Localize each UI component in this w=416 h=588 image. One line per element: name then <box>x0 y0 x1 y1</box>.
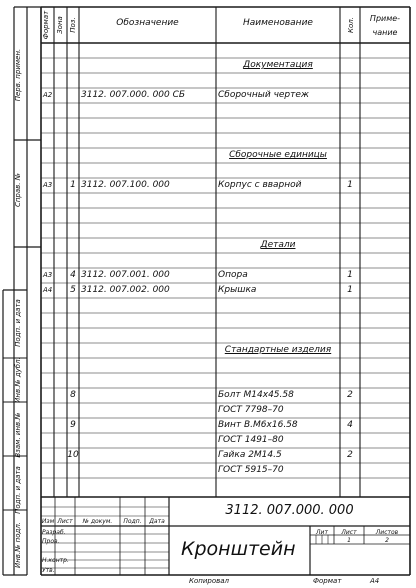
sheets-value: 2 <box>385 537 389 544</box>
row-designation: 3112. 007.001. 000 <box>81 270 170 280</box>
row-qty: 4 <box>347 420 353 430</box>
rev-header-sign: Подп. <box>123 518 142 525</box>
sheets-label: Листов <box>375 529 399 536</box>
header-format: Формат <box>42 10 50 40</box>
row-position: 1 <box>70 180 76 190</box>
row-designation: 3112. 007.002. 000 <box>81 285 170 295</box>
footer-format-label: Формат <box>313 577 342 585</box>
header-position: Поз. <box>69 17 77 33</box>
rev-header-doc-no: № докум. <box>82 518 113 525</box>
margin-inv-orig: Инв.№ подл. <box>14 521 22 569</box>
rev-header-sheet: Лист <box>57 518 73 525</box>
header-qty: Кол. <box>347 17 355 33</box>
row-name: Сборочный чертеж <box>218 90 310 100</box>
row-name: ГОСТ 5915–70 <box>218 465 284 475</box>
row-name: ГОСТ 1491–80 <box>218 435 284 445</box>
row-position: 8 <box>70 390 76 400</box>
row-format: А3 <box>43 271 53 279</box>
role-checker: Пров. <box>42 538 60 545</box>
sheet-label: Лист <box>341 529 357 536</box>
header-note-line2: чание <box>372 28 398 37</box>
section-heading: Документация <box>243 60 313 70</box>
row-name: Опора <box>218 270 248 280</box>
footer-format-value: А4 <box>370 577 380 585</box>
margin-ref-no: Справ. № <box>14 172 22 208</box>
footer-copied: Копировал <box>189 577 229 585</box>
row-name: Крышка <box>218 285 257 295</box>
section-heading: Сборочные единицы <box>229 150 327 160</box>
row-name: Винт В.М6х16.58 <box>218 420 298 430</box>
row-qty: 1 <box>347 180 353 190</box>
header-designation: Обозначение <box>116 18 179 28</box>
role-developer: Разраб. <box>42 529 66 536</box>
role-approved: Утв. <box>42 567 55 574</box>
row-position: 5 <box>70 285 76 295</box>
row-position: 4 <box>70 270 76 280</box>
row-format: А4 <box>43 286 53 294</box>
lit-label: Лит <box>316 529 328 536</box>
header-note-line1: Приме- <box>369 14 401 23</box>
role-norm-control: Н.контр. <box>42 557 69 564</box>
row-designation: 3112. 007.000. 000 СБ <box>81 90 186 100</box>
header-name: Наименование <box>243 18 313 28</box>
margin-inv-replace: Взам. инв.№ <box>14 412 22 458</box>
section-heading: Детали <box>260 240 296 250</box>
margin-sign-date-2: Подп. и дата <box>14 466 22 514</box>
margin-primary-use: Перв. примен. <box>14 48 22 102</box>
section-heading: Стандартные изделия <box>224 345 332 355</box>
row-position: 10 <box>67 450 79 460</box>
row-format: А3 <box>43 181 53 189</box>
rev-header-date: Дата <box>149 518 165 525</box>
row-qty: 1 <box>347 270 353 280</box>
rev-header-change: Изм <box>41 518 55 525</box>
row-qty: 2 <box>347 390 353 400</box>
row-name: ГОСТ 7798–70 <box>218 405 284 415</box>
header-zone: Зона <box>56 16 64 34</box>
row-qty: 1 <box>347 285 353 295</box>
row-name: Болт М14х45.58 <box>218 390 294 400</box>
row-designation: 3112. 007.100. 000 <box>81 180 170 190</box>
margin-inv-dup: Инв.№ дубл. <box>14 357 22 403</box>
title-block-title: Кронштейн <box>181 538 296 560</box>
row-name: Корпус с вварной <box>218 180 302 190</box>
row-position: 9 <box>70 420 76 430</box>
title-block-code: 3112. 007.000. 000 <box>225 503 354 518</box>
margin-sign-date-1: Подп. и дата <box>14 299 22 347</box>
row-format: А2 <box>43 91 53 99</box>
sheet-value: 1 <box>347 537 351 544</box>
row-qty: 2 <box>347 450 353 460</box>
row-name: Гайка 2М14.5 <box>218 450 282 460</box>
